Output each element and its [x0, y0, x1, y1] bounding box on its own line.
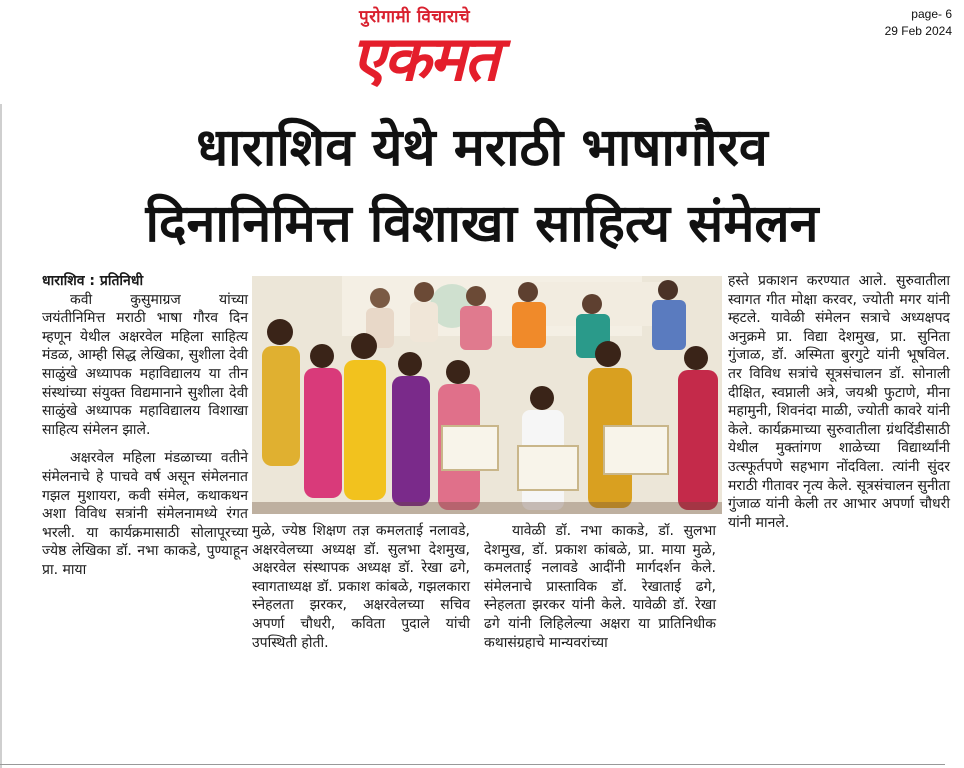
masthead-tagline: पुरोगामी विचाराचे — [359, 7, 471, 27]
photo-illustration — [252, 276, 722, 514]
article-paragraph: कवी कुसुमाग्रज यांच्या जयंतीनिमित्त मराठी भाषा गौरव दिन म्हणून येथील अक्षरवेल महिला साहित्य मंडळ, आम्ही सिद्ध लेखिका, सुशीला देवी साळुंखे अध्यापक महाविद्यालय या तीन संस्थांच्या संयुक्त विद्यमानाने सुशीला देवी साळुंखे अध्यापक महाविद्यालय विशाखा साहित्य संमेलन झाले. — [42, 291, 248, 438]
article-column-4 — [728, 272, 950, 532]
article-paragraph: यावेळी डॉ. नभा काकडे, डॉ. सुलभा देशमुख, डॉ. प्रकाश कांबळे, प्रा. माया मुळे, कमलताई नलावडे आदींनी मार्गदर्शन केले. संमेलनाचे प्रास्ताविक डॉ. रेखाताई ढगे, स्नेहलता झरकर यांनी केले. यावेळी डॉ. रेखा ढगे यांनी लिहिलेल्या अक्षरा या प्रातिनिधीक कथासंग्रहाचे मान्यवरांच्या — [484, 523, 716, 651]
article-paragraph: मुळे, ज्येष्ठ शिक्षण तज्ञ कमलताई नलावडे, अक्षरवेलच्या अध्यक्ष डॉ. सुलभा देशमुख, अक्षरवेल संस्थापक अध्यक्ष डॉ. रेखा ढगे, स्वागताध्यक्ष डॉ. प्रकाश कांबळे, गझलकारा स्नेहलता झरकर, अक्षरवेलच्या सचिव अपर्णा चौधरी, कविता पुदाले यांची उपस्थिती होती. — [252, 523, 470, 651]
page-number: page- 6 — [911, 7, 952, 21]
headline-line-2: दिनानिमित्त विशाखा साहित्य संमेलन — [145, 194, 819, 254]
article-paragraph: हस्ते प्रकाशन करण्यात आले. सुरुवातीला स्वागत गीत मोक्षा करवर, ज्योती मगर यांनी म्हटले. यावेळी संमेलन सत्राचे अध्यक्षपद अनुक्रमे प्रा. विद्या देशमुख, प्रा. सुनिता गुंजाळ, डॉ. अस्मिता बुरगुटे यांनी भूषविल. तर विविध सत्रांचे सूत्रसंचालन डॉ. सोनाली दीक्षित, स्वप्नाली अत्रे, जयश्री फुटाणे, मीना महामुनी, शिवनंदा माळी, ज्योती कावरे यांनी केले. कार्यक्रमाच्या सुरुवातीला ग्रंथदिंडीसाठी येथील मुक्तांगण शाळेच्या विद्यार्थ्यांनी उत्स्फूर्तपणे सहभाग नोंदविला. त्यांनी सुंदर मराठी गीतावर नृत्य केले. सूत्रसंचालन सुनीता गुंजाळ यांनी केली तर आभार अपर्णा चौधरी यांनी मानले. — [728, 273, 950, 531]
page-bottom-rule — [0, 764, 945, 765]
article-paragraph: अक्षरवेल महिला मंडळाच्या वतीने संमेलनाचे हे पाचवे वर्ष असून संमेलनात गझल मुशायरा, कवी संमेल, कथाकथन अशा विविध सत्रांनी संमेलनामध्ये रंगत भरली. या कार्यक्रमासाठी सोलापूरच्या ज्येष्ठ लेखिका डॉ. नभा काकडे, पुण्याहून प्रा. माया — [42, 450, 248, 578]
article-column-2 — [252, 522, 470, 652]
article-column-1 — [42, 272, 248, 580]
page-date: 29 Feb 2024 — [884, 24, 952, 38]
newspaper-logo: एकमत — [351, 22, 498, 95]
page-info — [885, 6, 952, 40]
masthead — [345, 2, 625, 102]
event-photo — [252, 276, 722, 514]
headline-line-1: धाराशिव येथे मराठी भाषागौरव — [196, 118, 768, 178]
byline: धाराशिव : प्रतिनिधी — [42, 273, 144, 289]
article-column-3 — [484, 522, 716, 652]
